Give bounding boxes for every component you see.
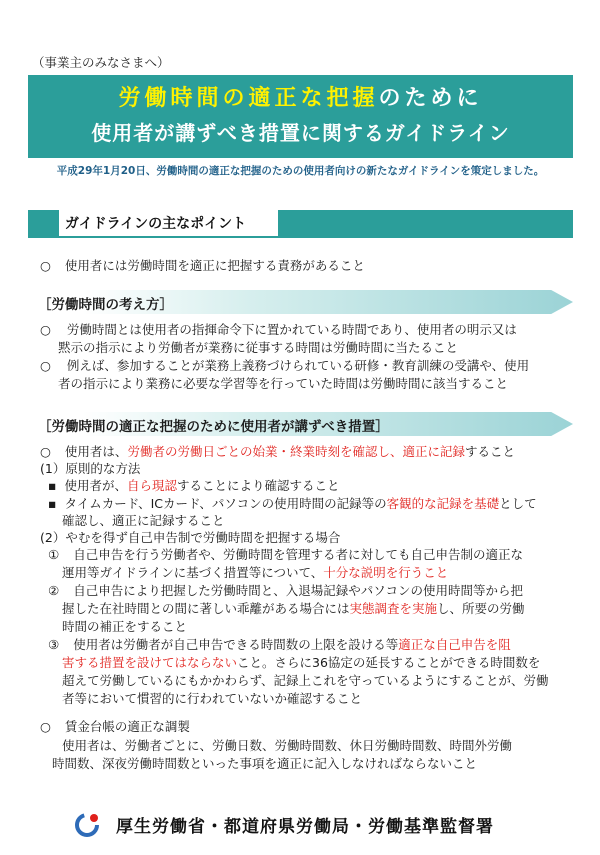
header-accent-left xyxy=(28,210,59,238)
wage-ledger-line2: 時間数、深夜労働時間数といった事項を適正に記入しなければならないこと xyxy=(52,756,478,771)
text-emphasis: 害する措置を設けてはならない xyxy=(62,655,238,670)
self-report-item-3-line1 xyxy=(48,637,511,652)
hero-title-highlight: 労働時間の適正な把握 xyxy=(118,86,379,111)
text-plain: 使用者が、 xyxy=(64,478,127,493)
text-plain: することにより確認すること xyxy=(177,478,340,493)
text-emphasis: 適正な自己申告を阻 xyxy=(398,637,511,652)
header-underline xyxy=(59,236,278,238)
ministry-logo-icon xyxy=(74,810,104,840)
hero-banner xyxy=(28,75,573,158)
self-report-item-1-line2 xyxy=(62,565,448,580)
square-bullet-icon: ▪ xyxy=(48,478,57,493)
text-plain: 自己申告により把握した労働時間と、入退場記録やパソコンの使用時間等から把 xyxy=(73,583,523,598)
text-emphasis: 自ら現認 xyxy=(127,478,178,493)
circle-bullet-icon: ○ xyxy=(40,322,51,337)
audience-label: （事業主のみなさまへ） xyxy=(32,55,170,70)
text-plain: タイムカード、ICカード、パソコンの使用時間の記録等の xyxy=(64,496,387,511)
section-title: ［労働時間の適正な把握のために使用者が講ずべき措置］ xyxy=(38,419,389,435)
self-report-item-2-line2 xyxy=(62,601,525,616)
main-points-title: ガイドラインの主なポイント xyxy=(65,216,247,232)
header-accent-right xyxy=(278,210,573,238)
principle-heading: (1）原則的な方法 xyxy=(40,461,141,476)
principle-bullet-1 xyxy=(48,478,340,493)
text-plain: 運用等ガイドラインに基づく措置等について、 xyxy=(62,565,324,580)
concept-item-2-line1 xyxy=(40,358,529,373)
circle-bullet-icon: ○ xyxy=(40,258,51,273)
text-plain: 使用者は、 xyxy=(64,444,128,459)
square-bullet-icon: ▪ xyxy=(48,496,57,511)
announcement-note: 平成29年1月20日、労働時間の適正な把握のための使用者向けの新たなガイドラインを策定しました。 xyxy=(56,165,545,177)
principle-bullet-2-line2: 確認し、適正に記録すること xyxy=(62,513,225,528)
concept-item-1-line1 xyxy=(40,322,517,337)
wage-ledger-line1: 使用者は、労働者ごとに、労働日数、労働時間数、休日労働時間数、時間外労働 xyxy=(62,738,513,753)
self-report-item-3-line2 xyxy=(62,655,540,670)
text-plain: 使用者は労働者が自己申告できる時間数の上限を設ける等 xyxy=(73,637,399,652)
text-plain: こと。さらに36協定の延長することができる時間数を xyxy=(237,655,541,670)
self-report-heading: (2）やむを得ず自己申告制で労働時間を把握する場合 xyxy=(40,530,341,545)
hero-title-line1 xyxy=(28,84,573,114)
wage-title-text: 賃金台帳の適正な調製 xyxy=(64,719,190,734)
concept-item-2-line2: 者の指示により業務に必要な学習等を行っていた時間は労働時間に該当すること xyxy=(58,376,509,391)
hero-title-rest: のために xyxy=(378,86,483,111)
wage-ledger-title xyxy=(40,719,190,734)
self-report-item-2-line1 xyxy=(48,583,523,598)
concept-item-text: 例えば、参加することが業務上義務づけられている研修・教育訓練の受講や、使用 xyxy=(66,358,530,373)
section-title: ［労働時間の考え方］ xyxy=(38,297,173,313)
text-plain: 握した在社時間との間に著しい乖離がある場合には xyxy=(62,601,350,616)
issuer-organizations: 厚生労働省・都道府県労働局・労働基準監督署 xyxy=(116,817,494,837)
intro-text: 使用者には労働時間を適正に把握する責務があること xyxy=(64,258,365,273)
text-plain: し、所要の労働 xyxy=(437,601,525,616)
hero-title-line2: 使用者が講ずべき措置に関するガイドライン xyxy=(91,121,510,145)
circled-number-3: ③ xyxy=(48,637,60,652)
circle-bullet-icon: ○ xyxy=(40,358,51,373)
section-employer-measures xyxy=(28,412,573,436)
text-emphasis: 実態調査を実施 xyxy=(349,601,438,616)
text-emphasis: 客観的な記録を基礎 xyxy=(386,496,500,511)
main-points-header xyxy=(28,210,573,238)
concept-item-1-line2: 黙示の指示により労働者が業務に従事する時間は労働時間に当たること xyxy=(58,340,459,355)
text-plain: として xyxy=(499,496,537,511)
circle-bullet-icon: ○ xyxy=(40,444,51,459)
self-report-item-3-line4: 者等において慣習的に行われていないか確認すること xyxy=(62,691,363,706)
circled-number-2: ② xyxy=(48,583,60,598)
text-plain: すること xyxy=(464,444,515,459)
principle-bullet-2-line1 xyxy=(48,496,537,511)
self-report-item-1-line1 xyxy=(48,547,523,562)
text-emphasis: 労働者の労働日ごとの始業・終業時刻を確認し、適正に記録 xyxy=(127,444,465,459)
concept-item-text: 労働時間とは使用者の指揮命令下に置かれている時間であり、使用者の明示又は xyxy=(66,322,517,337)
circle-bullet-icon: ○ xyxy=(40,719,51,734)
text-plain: 自己申告を行う労働者や、労働時間を管理する者に対しても自己申告制の適正な xyxy=(73,547,523,562)
self-report-item-3-line3: 超えて労働しているにもかかわらず、記録上これを守っているようにすることが、労働 xyxy=(62,673,549,688)
intro-item xyxy=(40,258,365,273)
circled-number-1: ① xyxy=(48,547,60,562)
self-report-item-2-line3: 時間の補正をすること xyxy=(62,619,188,634)
section-work-hours-concept xyxy=(28,290,573,314)
measures-main-item xyxy=(40,444,515,459)
text-emphasis: 十分な説明を行うこと xyxy=(323,565,449,580)
